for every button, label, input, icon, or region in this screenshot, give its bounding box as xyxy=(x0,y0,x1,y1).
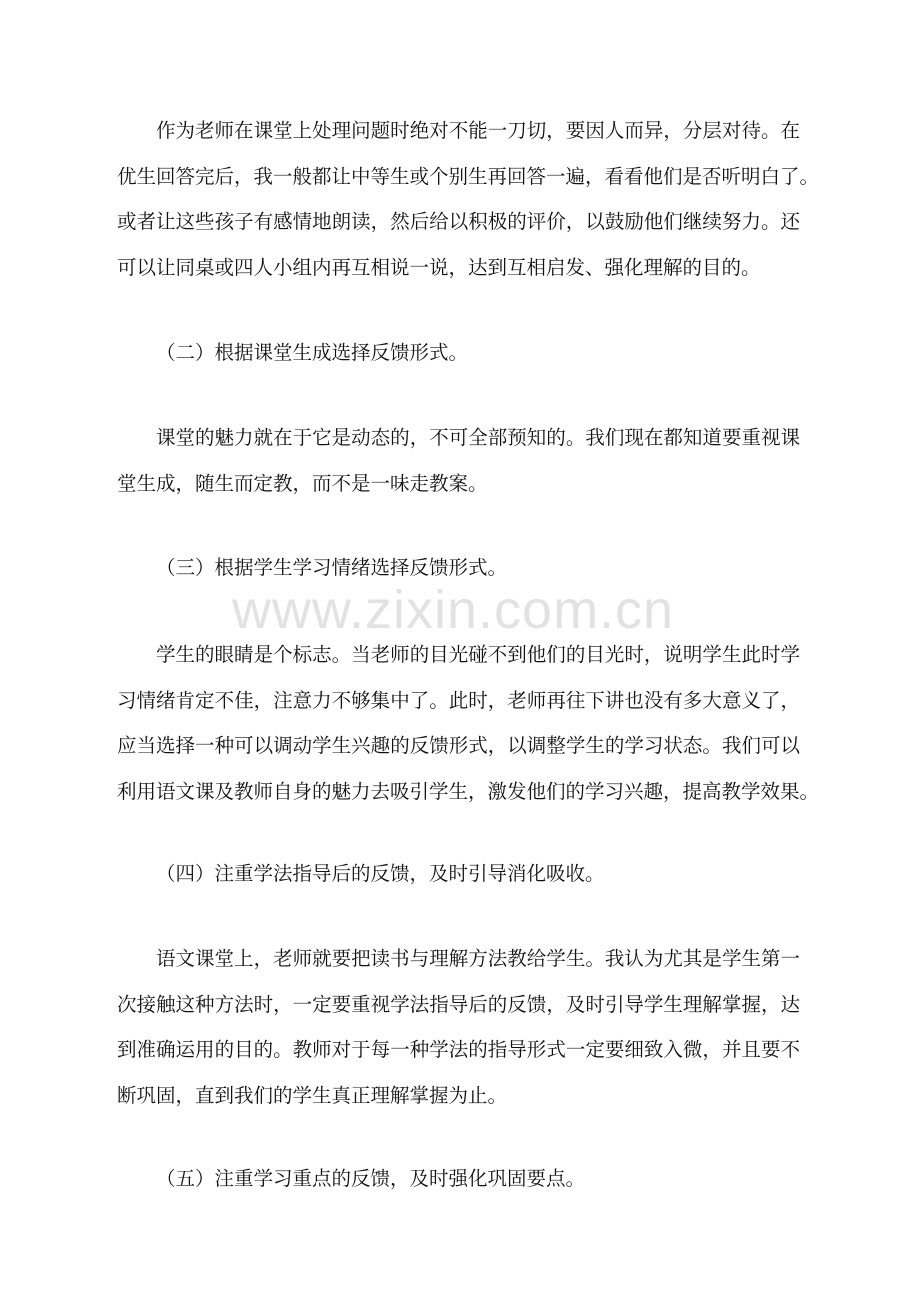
paragraph-line: 次接触这种方法时，一定要重视学法指导后的反馈，及时引导学生理解掌握，达 xyxy=(117,992,800,1016)
watermark: www.zixin.com.cn xyxy=(232,580,675,640)
paragraph-line: 作为老师在课堂上处理问题时绝对不能一刀切，要因人而异，分层对待。在 xyxy=(156,119,800,142)
paragraph-1 xyxy=(117,108,820,290)
paragraph-4 xyxy=(117,936,800,1118)
section-heading-2: （二）根据课堂生成选择反馈形式。 xyxy=(156,341,469,364)
paragraph-line: 堂生成，随生而定教，而不是一味走教案。 xyxy=(117,471,488,495)
paragraph-line: 利用语文课及教师自身的魅力去吸引学生，激发他们的学习兴趣，提高教学效果。 xyxy=(117,779,820,803)
paragraph-line: 学生的眼睛是个标志。当老师的目光碰不到他们的目光时，说明学生此时学 xyxy=(156,643,800,666)
section-heading-5: （五）注重学习重点的反馈，及时强化巩固要点。 xyxy=(156,1167,586,1190)
paragraph-line: 断巩固，直到我们的学生真正理解掌握为止。 xyxy=(117,1083,508,1107)
paragraph-line: 可以让同桌或四人小组内再互相说一说，达到互相启发、强化理解的目的。 xyxy=(117,255,761,279)
paragraph-line: 到准确运用的目的。教师对于每一种学法的指导形式一定要细致入微，并且要不 xyxy=(117,1038,800,1061)
paragraph-line: 应当选择一种可以调动学生兴趣的反馈形式，以调整学生的学习状态。我们可以 xyxy=(117,734,800,757)
paragraph-2 xyxy=(117,415,800,506)
paragraph-line: 课堂的魅力就在于它是动态的，不可全部预知的。我们现在都知道要重视课 xyxy=(156,426,800,449)
paragraph-line: 语文课堂上，老师就要把读书与理解方法教给学生。我认为尤其是学生第一 xyxy=(156,947,800,970)
paragraph-line: 习情绪肯定不佳，注意力不够集中了。此时，老师再往下讲也没有多大意义了， xyxy=(117,688,800,712)
section-heading-3: （三）根据学生学习情绪选择反馈形式。 xyxy=(156,556,508,579)
section-heading-4: （四）注重学法指导后的反馈，及时引导消化吸收。 xyxy=(156,862,605,885)
paragraph-3 xyxy=(117,632,820,814)
paragraph-line: 优生回答完后，我一般都让中等生或个别生再回答一遍，看看他们是否听明白了。 xyxy=(117,164,820,188)
paragraph-line: 或者让这些孩子有感情地朗读，然后给以积极的评价，以鼓励他们继续努力。还 xyxy=(117,210,800,233)
